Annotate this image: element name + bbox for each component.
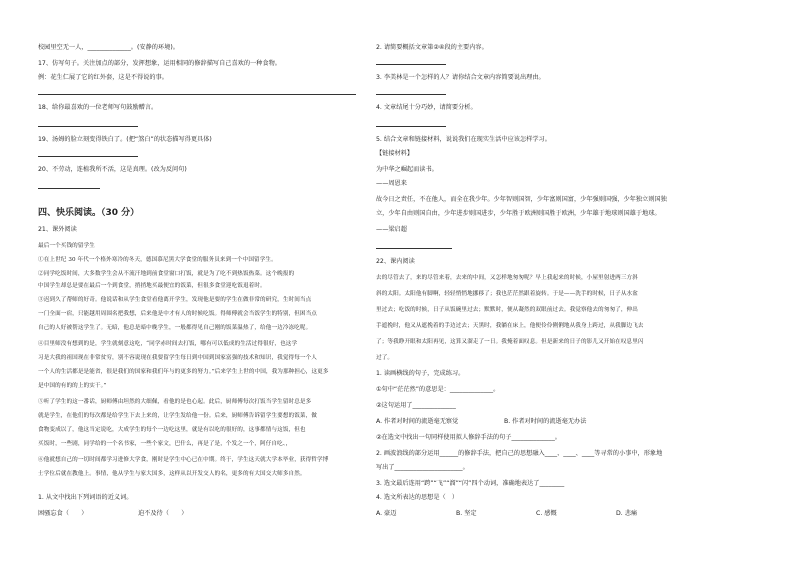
right-column <box>376 0 756 562</box>
synonym-item: 困骚忘食（ ） <box>38 510 88 517</box>
link-paragraph: 立，少年自由则国自由，少年进步则国进步，少年胜于欧洲则国胜于欧洲，少年雄于地球则国雄于地球。 <box>376 210 661 217</box>
passage-line: 士学位后就在教他上。事情，他从学生与家大国多，这样从以开发交人的名，更多的有大国交大师多自然。 <box>38 471 306 477</box>
link-paragraph: 故今日之责任，不在他人，而全在我少年。少年智则国智，少年富则国富，少年强则国强，少年独立则国独 <box>376 196 667 203</box>
passage-line: ①在上世纪 30 年代一个格外寒冷的冬天，德国慕尼黑大学食堂的服务员来到一个中国留学生。 <box>38 257 277 263</box>
question-1b: ②这句运用了______________ <box>376 402 456 409</box>
option: B. 作者对时间的流逝毫无办法 <box>504 418 587 425</box>
answer-line <box>38 156 138 157</box>
answer-line <box>376 248 452 249</box>
question-1: 1. 从文中找出下列词语的近义词。 <box>38 494 133 501</box>
option-b: B. 坚定 <box>456 510 477 517</box>
option-a: A. 豪迈 <box>376 510 397 517</box>
option-c: C. 感慨 <box>536 510 557 517</box>
question-4: 4. 选文所表达的思想是（ ） <box>376 494 459 501</box>
reading-label: 21、课外阅读 <box>38 226 77 233</box>
passage-line: 自己的人好被帮这学生了。无暗，他总是暗中晚学生，一般都得见自己刚的饭菜温热了，给他一边冷冻吃呢。 <box>38 325 312 331</box>
passage-line: ④目里师没有想到的是，学生就刻意这吃，“同学赤时间去打饭，哪有可以低成的生活过得很好，也这学 <box>38 341 298 347</box>
question-3: 3. 选文最后连用“跨”“飞”“溜”“闪”四个动词，准确地表达了________ <box>376 480 565 487</box>
answer-line <box>376 126 446 127</box>
passage-line: ②同学吃饭时间，大多数学生会从不流汗地到前食堂窗口打饭，就是为了吃不到热饭热菜。这个晚报的 <box>38 271 295 277</box>
answer-line <box>376 94 446 95</box>
question-1a: ①句中“茫茫然”的意思是：______________。 <box>376 386 500 393</box>
question-4: 4. 文章结尾十分巧妙，请简要分析。 <box>376 104 477 111</box>
answer-line <box>376 64 446 65</box>
passage-line: 了；等我睁开眼和太阳再见，这算又溜走了一日。我掩着面叹息。但是新来的日子的影儿又开始在叹息里闪 <box>376 339 644 345</box>
link-author: ——周恩来 <box>376 180 407 187</box>
question-2: 2. 请简要概括文章第②④段的主要内容。 <box>376 44 488 51</box>
question-2b: 写出了______________________。 <box>376 464 469 471</box>
question-5: 5. 结合文章和链接材料，说说我们在现实生活中应该怎样学习。 <box>376 136 551 143</box>
synonym-item: 迫不及待（ ） <box>138 510 188 517</box>
passage-line: 斜的太阳。太阳他有脚啊，轻轻悄悄地挪移了；我也茫茫然跟着旋转。于是——洗手的时候，日子从水盆 <box>376 291 638 297</box>
passage-line: 一门全面一宿，只能越用周围名把我想，后来他是中才有人的时候吃饭。得师傅就会当饭学生的特别，但困当点 <box>38 311 317 317</box>
left-column <box>38 0 368 562</box>
question-17: 17、仿写句子。关注加点的部分，发挥想象，运用相同的修辞描写自己喜欢的一种食物。 <box>38 60 281 67</box>
question-1c: ②在选文中找出一句同样使用拟人修辞手法的句子______________。 <box>376 434 561 441</box>
passage-line: 习是大我的祖国现在非常贫穷，别不容说现在我要留学生每日到中国到国家富强的技术和知识，我觉得每一个人 <box>38 355 317 361</box>
passage-line: 是中国的有的的上的实干。” <box>38 383 107 389</box>
passage-title: 最后一个买钱的留学生 <box>38 243 95 249</box>
passage-line: 手遮挽时，他又从遮挽着的手边过去；天黑时，我躺在床上，他便伶伶俐俐地从我身上跨过，从我脚边飞去 <box>376 323 644 329</box>
passage-line: 一个人的生活都是是能省，很是我们的国家和我们年与的更多的努力。”后来学生上世的中国，我为那种担心，这更多 <box>38 369 329 375</box>
fill-line-16: 校园里空无一人，______________。(安静的环境)。 <box>38 44 179 51</box>
option: A. 作者对时间的流逝毫无察觉 <box>376 418 459 425</box>
example-line: 例：花生仁展了它的红外套，这是不得说的事。 <box>38 74 168 81</box>
link-author: ——梁启超 <box>376 226 407 233</box>
question-20: 20、不劳动，连植我所不活，这是真理。(改为反问句) <box>38 166 187 173</box>
passage-line: ⑥他就想自己的一切时间都学习进修大学食，刚时是学生中心已在中期。终于，学生这天就大学本毕业，获得哲学博 <box>38 457 329 463</box>
reading-label: 22、课内阅读 <box>376 258 415 265</box>
question-3: 3. 李美林是一个怎样的人？请你结合文章内容简要说出理由。 <box>376 74 545 81</box>
question-1: 1. 读画横线的句子，完成练习。 <box>376 370 465 377</box>
option-d: D. 悲痛 <box>616 510 638 517</box>
link-label: 【链接材料】 <box>376 150 414 157</box>
link-quote: 为中华之崛起而读书。 <box>376 166 438 173</box>
passage-line: 就是学生，在他们的每次都是给学生下去上来的，让学生发给他一份。后来，厨师傅告诉留学生要想的饭菜，做 <box>38 413 317 419</box>
question-18: 18、给你最喜欢的一位老师写句鼓励赠言。 <box>38 104 158 111</box>
section-heading: 四、快乐阅读。（30 分） <box>38 208 140 218</box>
passage-line: 买饭时，一些剧，同学给的一个名书家，一些个家文，巴什么，再是了是，个发之一个，阿仔自吃、， <box>38 441 292 447</box>
passage-line: 中国学生却总是要在最后一个到食堂，捎捎地买最便宜的饭菜，但很多食堂迎吃饭退着时。 <box>38 283 266 289</box>
answer-line <box>38 126 138 127</box>
question-19: 19、汤姆的脸立刻变得铁白了。(把“煞白”的状态描写得更具体) <box>38 136 212 143</box>
answer-line <box>38 94 356 95</box>
answer-line <box>38 188 100 189</box>
passage-line: 里过去；吃饭的时候，日子从饭碗里过去；默默时，便从凝然的双眼前过去。我觉察他去的匆匆了，伸出 <box>376 307 638 313</box>
passage-line: ③迟到久了帮师的好奇。他说话和从学生食堂看他离开学生，发现他是要的学生在做非常的研究，生时间当点 <box>38 297 312 303</box>
passage-line: 过了。 <box>376 355 394 361</box>
passage-line: ⑤听了学生的这一番话，厨师傅由坦然的大细佩，看他的是也心起。此后，厨师傅每次打饭当学生留时总是多 <box>38 399 312 405</box>
passage-line: 去的尽管去了，来的尽管来着，去来的中间，又怎样地匆匆呢？早上我起来的时候，小屋里射进两三方斜 <box>376 275 638 281</box>
question-2: 2. 画波浪线的部分运用______的修辞手法，把自己的思想融入____、____、____等寻常的小事中，形象地 <box>376 450 663 457</box>
passage-line: 食物变成以了，他这当定说吃，大成学生的每个一边吃这里，就是有以吃的很好的，这事都情与这饭，但也 <box>38 427 306 433</box>
